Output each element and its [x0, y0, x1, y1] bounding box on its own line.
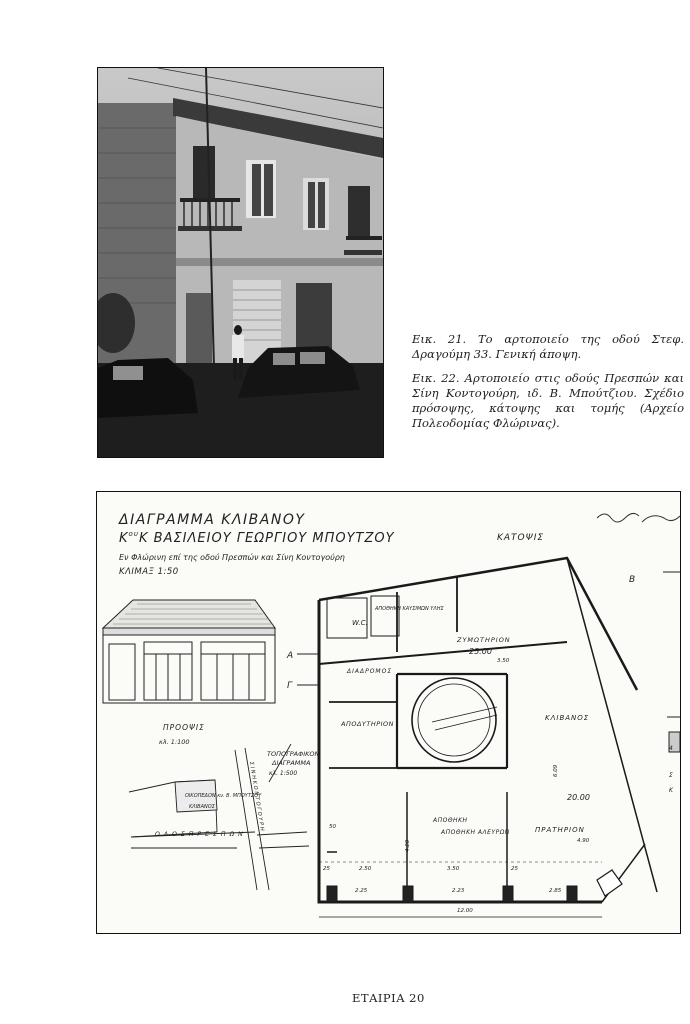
room-flour: ΑΠΟΘΗΚΗ ΑΛΕΥΡΩΝ [441, 829, 510, 836]
drawing-owner: Κ ΒΑΣΙΛΕΙΟΥ ΓΕΩΡΓΙΟΥ ΜΠΟΥΤΖΟΥ [139, 531, 395, 546]
dim-label: 2.25 [355, 888, 368, 894]
room-oven: ΚΛΙΒΑΝΟΣ [545, 714, 590, 722]
katopsis-label: ΚΑΤΟΨΙΣ [497, 533, 545, 543]
drawing-svg [97, 492, 680, 933]
page-number: 20 [409, 991, 425, 1005]
margin-mark: 4 [669, 745, 673, 752]
room-wc: W.C. [352, 619, 368, 627]
drawing-title: ΔΙΑΓΡΑΜΜΑ ΚΛΙΒΑΝΟΥ [119, 512, 306, 528]
room-flour-1: ΑΠΟΘΗΚΗ [433, 817, 468, 824]
caption-fig21: Εικ. 21. Το αρτοποιείο της οδού Στεφ. Δραγούμη 33. Γενική άποψη. [412, 332, 684, 361]
section-g-marker: Γ [287, 681, 293, 691]
margin-mark: Σ [669, 772, 673, 779]
dim-label: 25 [323, 866, 330, 872]
margin-section [663, 572, 680, 752]
topo-scale: κλ. 1:500 [269, 770, 298, 777]
dim-label: 12.00 [457, 908, 473, 914]
dim-label: 25 [511, 866, 518, 872]
facade-elevation [103, 600, 275, 703]
footer-journal: ΕΤΑΙΡΙΑ [352, 991, 405, 1005]
dim-label: 3.50 [447, 866, 460, 872]
page-footer [352, 991, 425, 1005]
architectural-drawing [96, 491, 681, 934]
site-plot-label: ΟΙΚΟΠΕΔΟΝ κν. Β. ΜΠΟΥΤΖΟΥ [185, 793, 262, 799]
dim-label: 6.09 [553, 764, 559, 777]
room-dressing: ΑΠΟΔΥΤΗΡΙΟΝ [341, 720, 395, 728]
signature-scribble [597, 513, 680, 522]
bakery-photograph [97, 67, 384, 458]
room-dough-area: 25.00 [469, 647, 492, 656]
room-dough: ΖΥΜΩΤΗΡΙΟΝ [457, 636, 511, 644]
dim-label: 2.23 [452, 888, 465, 894]
site-oven-label: ΚΛΙΒΑΝΟΣ [189, 804, 215, 810]
topo-label-2: ΔΙΑΓΡΑΜΜΑ [272, 759, 311, 767]
room-corridor: ΔΙΑΔΡΟΜΟΣ [347, 668, 393, 675]
dim-label: 2.50 [359, 866, 372, 872]
street-prespon: Ο Δ Ο Σ Π Ρ Ε Σ Π Ω Ν [155, 831, 244, 838]
dim-label: 4.90 [577, 838, 590, 844]
topo-label-1: ΤΟΠΟΓΡΑΦΙΚΟΝ [267, 750, 320, 758]
room-shop-area: 20.00 [567, 793, 590, 802]
drawing-location: Εν Φλώρινη επί της οδού Πρεσπών και Σίνη Κοντογούρη [119, 553, 345, 562]
facade-label: ΠΡΟΟΨΙΣ [163, 723, 205, 732]
dim-label: 3.50 [497, 658, 510, 664]
room-shop: ΠΡΑΤΗΡΙΟΝ [535, 826, 585, 834]
facade-scale: κλ. 1:100 [159, 738, 190, 746]
section-a-marker: Α [287, 651, 294, 661]
captions [412, 332, 684, 440]
dim-label: 2.85 [549, 888, 562, 894]
margin-mark: Κ [669, 787, 673, 794]
dim-label: 4.20 [405, 839, 411, 852]
room-storage: ΑΠΟΘΗΚΗ ΚΑΥΣΙΜΩΝ ΥΛΗΣ [375, 606, 444, 612]
floor-plan [319, 558, 657, 917]
drawing-owner-prefix: $K^{o\upsilon}$ [119, 530, 139, 546]
drawing-scale: ΚΛΙΜΑΞ 1:50 [119, 567, 179, 577]
bakery-photo-illustration [98, 68, 383, 457]
caption-fig22: Εικ. 22. Αρτοποιείο στις οδούς Πρεσπών και Σίνη Κοντογούρη, ιδ. Β. Μπούτζιου. Σχέδιο πρόσοψης, κάτοψης και τομής (Αρχείο Πολεοδομίας Φλώρινας). [412, 371, 684, 430]
dim-label: 50 [329, 824, 336, 830]
street-side: Σ Ι Ν Η Κ Ο Ν Τ Ο Γ Ο Υ Ρ Η [248, 761, 265, 832]
section-b-marker: Β [629, 575, 636, 585]
